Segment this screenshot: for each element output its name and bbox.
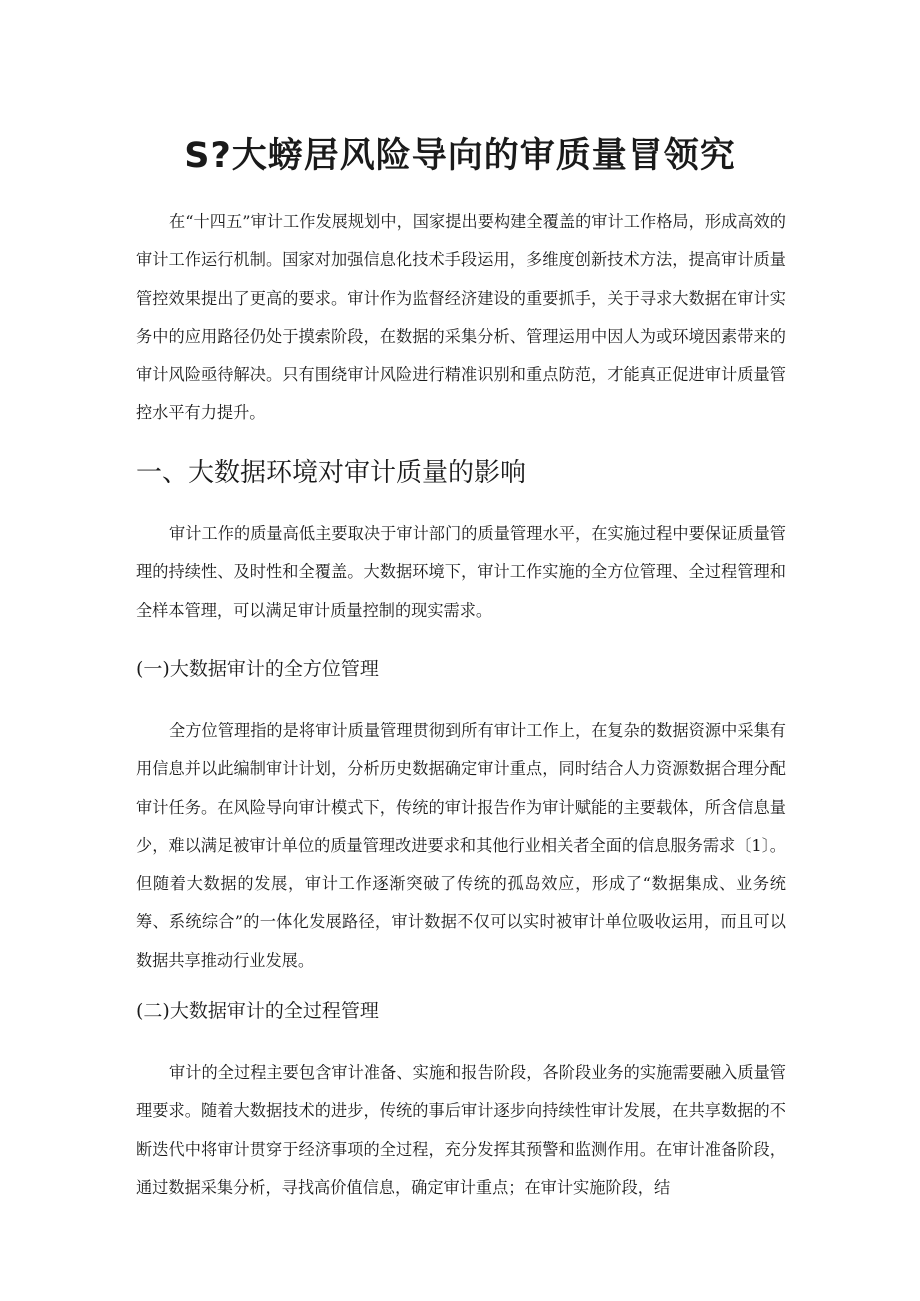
subsection-2-paragraph: 审计的全过程主要包含审计准备、实施和报告阶段，各阶段业务的实施需要融入质量管理要求。随着大数据技术的进步，传统的事后审计逐步向持续性审计发展，在共享数据的不断迭代中将审计贯穿于经济事项的全过程，充分发挥其预警和监测作用。在审计准备阶段，通过数据采集分析，寻找高价值信息，确定审计重点；在审计实施阶段，结 xyxy=(136,1063,786,1197)
document-title: S?大螃居风险导向的审质量冒领究 xyxy=(184,136,736,176)
section-heading-1: 一、大数据环境对审计质量的影响 xyxy=(136,458,527,488)
subsection-heading-1: (一)大数据审计的全方位管理 xyxy=(136,658,379,680)
intro-paragraph: 在“十四五”审计工作发展规划中，国家提出要构建全覆盖的审计工作格局，形成高效的审计工作运行机制。国家对加强信息化技术手段运用，多维度创新技术方法，提高审计质量管控效果提出了更高的要求。审计作为监督经济建设的重要抓手，关于寻求大数据在审计实务中的应用路径仍处于摸索阶段，在数据的采集分析、管理运用中因人为或环境因素带来的审计风险亟待解决。只有围绕审计风险进行精准识别和重点防范，才能真正促进审计质量管控水平有力提升。 xyxy=(136,212,786,423)
subsection-1-paragraph: 全方位管理指的是将审计质量管理贯彻到所有审计工作上，在复杂的数据资源中采集有用信息并以此编制审计计划，分析历史数据确定审计重点，同时结合人力资源数据合理分配审计任务。在风险导向审计模式下，传统的审计报告作为审计赋能的主要载体，所含信息量少，难以满足被审计单位的质量管理改进要求和其他行业相关者全面的信息服务需求〔1〕。但随着大数据的发展，审计工作逐渐突破了传统的孤岛效应，形成了“数据集成、业务统筹、系统综合”的一体化发展路径，审计数据不仅可以实时被审计单位吸收运用，而且可以数据共享推动行业发展。 xyxy=(136,721,786,970)
subsection-heading-2: (二)大数据审计的全过程管理 xyxy=(136,1000,379,1022)
section-1-paragraph: 审计工作的质量高低主要取决于审计部门的质量管理水平，在实施过程中要保证质量管理的持续性、及时性和全覆盖。大数据环境下，审计工作实施的全方位管理、全过程管理和全样本管理，可以满足审计质量控制的现实需求。 xyxy=(136,524,786,620)
